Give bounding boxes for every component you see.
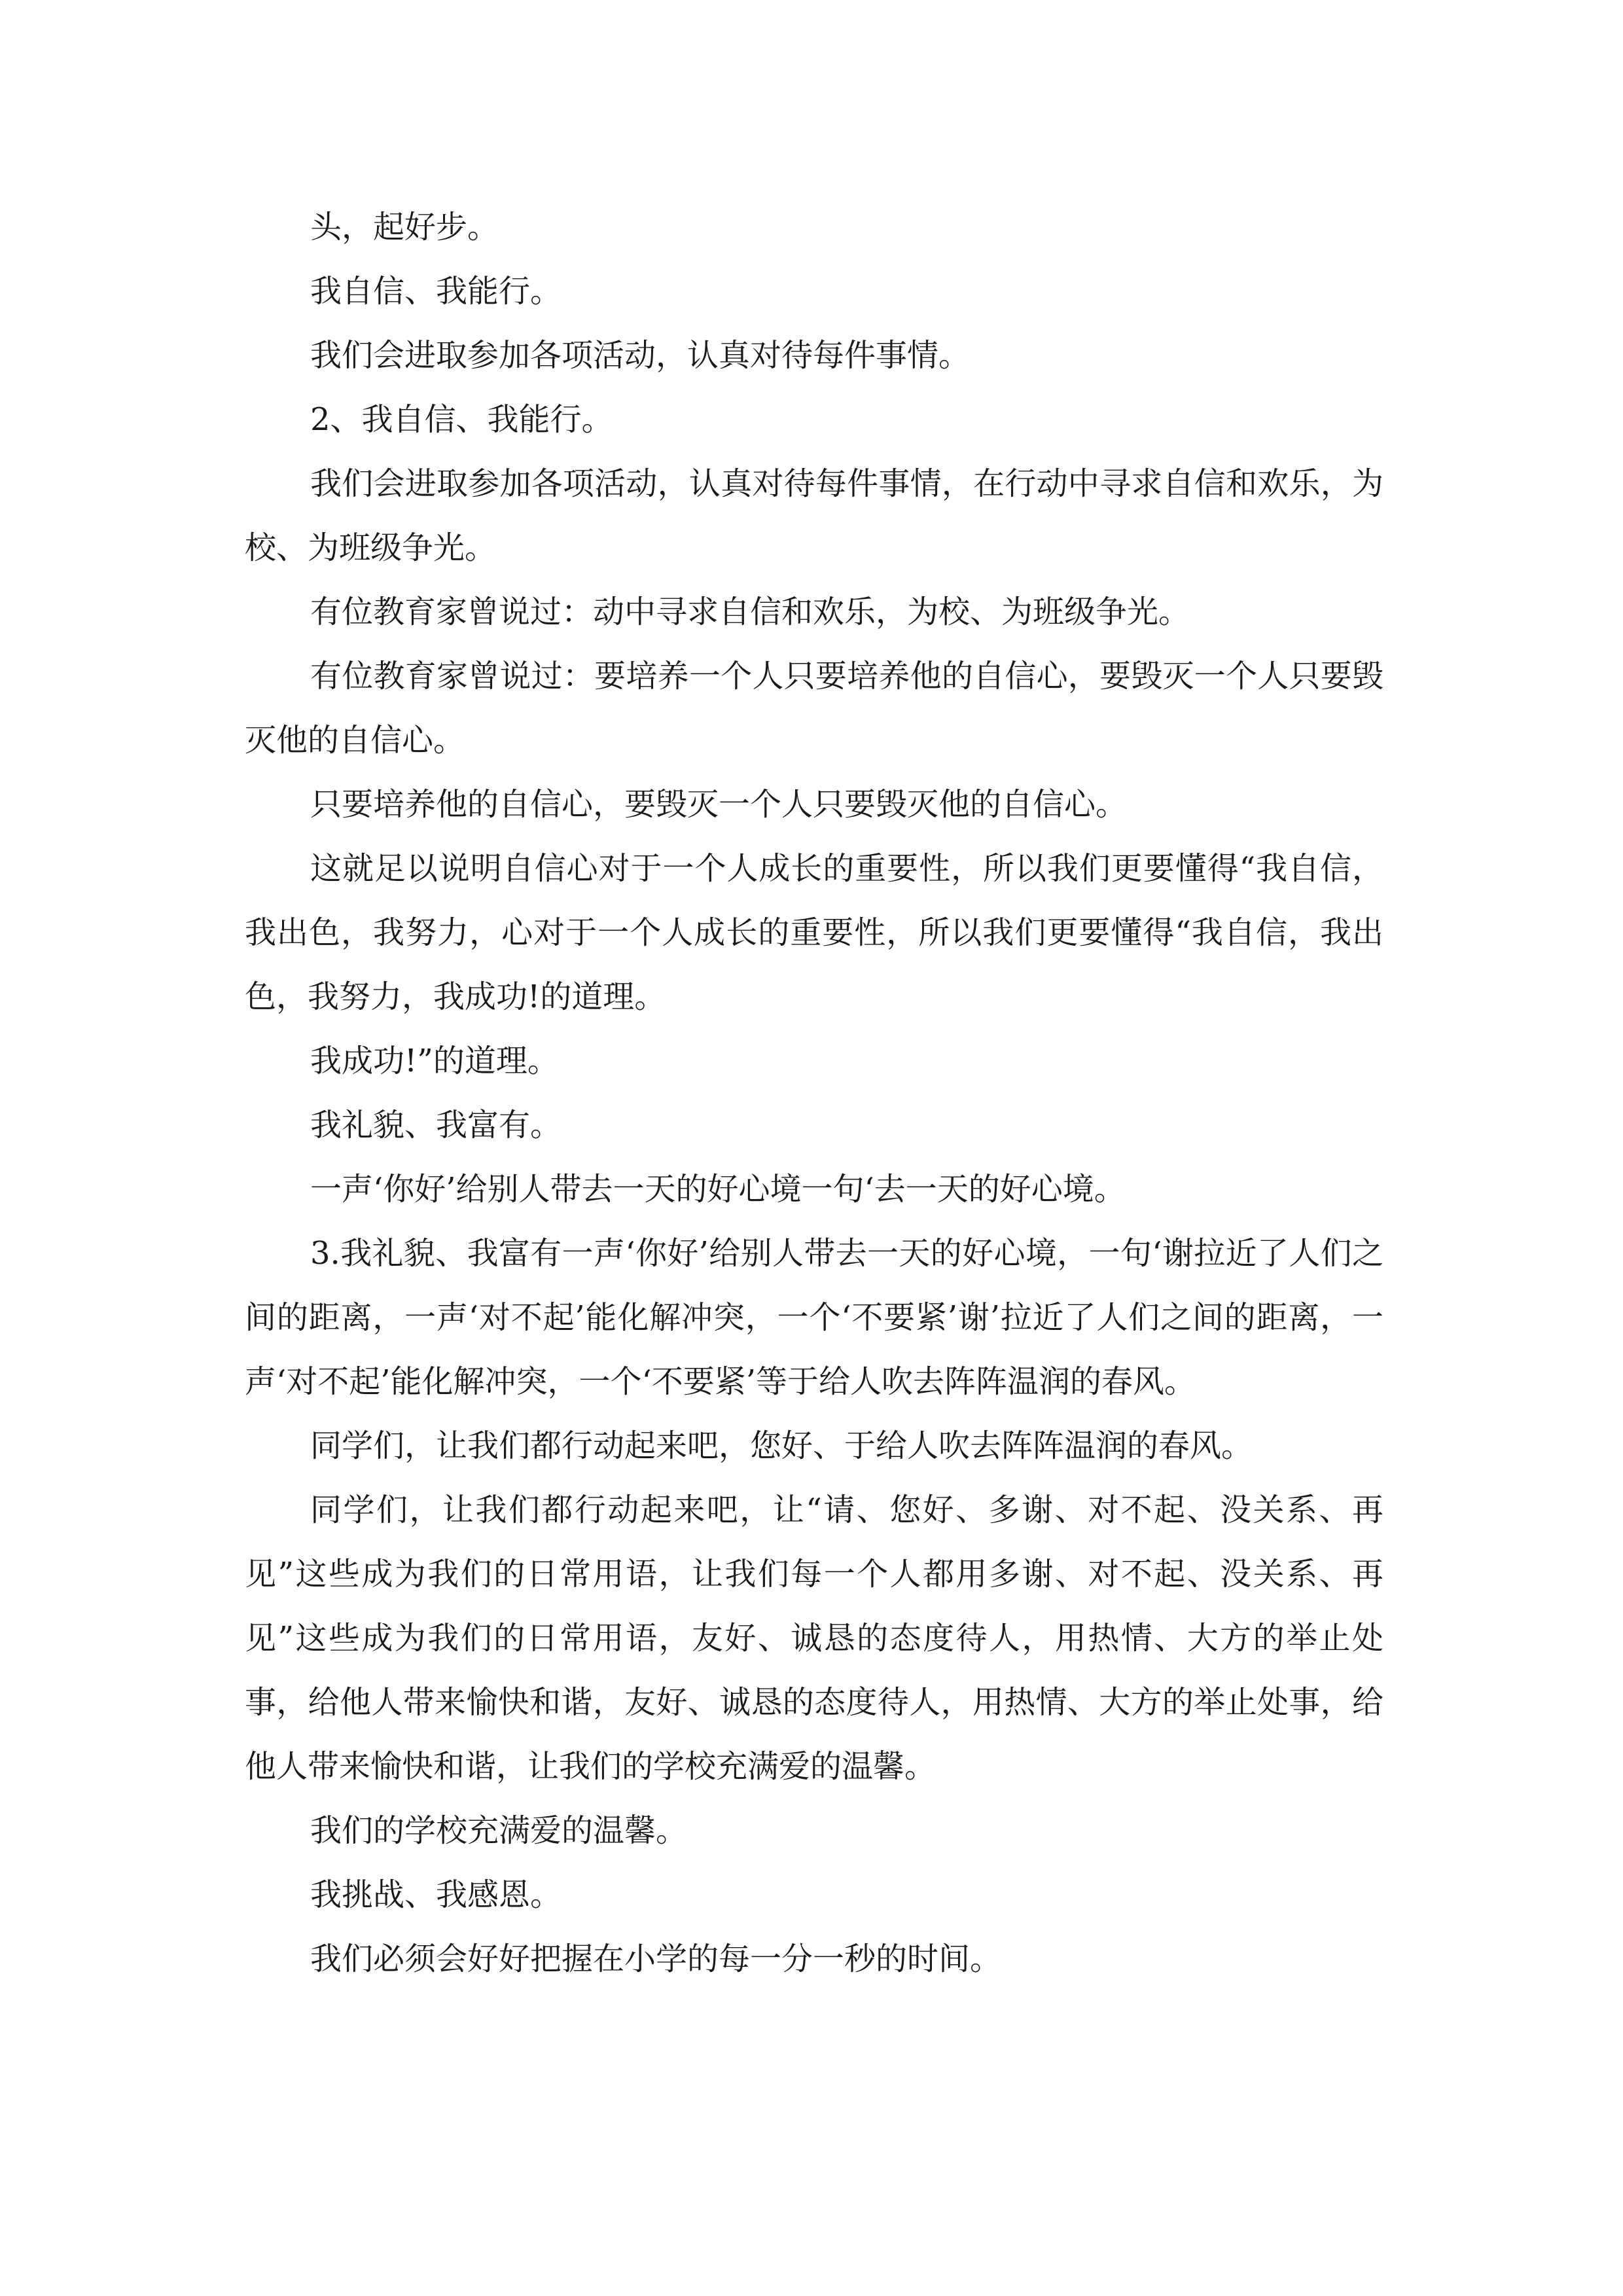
paragraph: 同学们，让我们都行动起来吧，您好、于给人吹去阵阵温润的春风。 [310,1427,1253,1464]
paragraph: 2、我自信、我能行。 [310,401,613,438]
paragraph: 3.我礼貌、我富有一声‘你好’给别人带去一天的好心境，一句‘谢拉近了人们之间的距离，一声‘对不起’能化解冲突，一个‘不要紧’谢’拉近了人们之间的距离，一声‘对不起’能化解冲突，一个‘不要紧’等于给人吹去阵阵温润的春风。 [245,1235,1383,1400]
document-body [245,195,1383,1991]
paragraph: 我自信、我能行。 [310,273,562,310]
paragraph: 我们会进取参加各项活动，认真对待每件事情，在行动中寻求自信和欢乐，为校、为班级争光。 [245,465,1383,566]
paragraph: 我成功!”的道理。 [310,1043,559,1079]
paragraph: 我们必须会好好把握在小学的每一分一秒的时间。 [310,1941,1002,1977]
paragraph: 我们的学校充满爱的温馨。 [310,1812,688,1849]
paragraph: 头，起好步。 [310,209,499,245]
paragraph: 有位教育家曾说过：动中寻求自信和欢乐，为校、为班级争光。 [310,594,1190,630]
paragraph: 我们会进取参加各项活动，认真对待每件事情。 [310,337,971,374]
paragraph: 同学们，让我们都行动起来吧，让“请、您好、多谢、对不起、没关系、再见”这些成为我们的日常用语，让我们每一个人都用多谢、对不起、没关系、再见”这些成为我们的日常用语，友好、诚恳的态度待人，用热情、大方的举止处事，给他人带来愉快和谐，友好、诚恳的态度待人，用热情、大方的举止处事，给他人带来愉快和谐，让我们的学校充满爱的温馨。 [245,1492,1383,1785]
paragraph: 有位教育家曾说过：要培养一个人只要培养他的自信心，要毁灭一个人只要毁灭他的自信心。 [245,658,1383,759]
paragraph: 我挑战、我感恩。 [310,1876,562,1913]
paragraph: 这就足以说明自信心对于一个人成长的重要性，所以我们更要懂得“我自信，我出色，我努力，心对于一个人成长的重要性，所以我们更要懂得“我自信，我出色，我努力，我成功!的道理。 [245,850,1383,1015]
paragraph: 我礼貌、我富有。 [310,1107,562,1143]
paragraph: 只要培养他的自信心，要毁灭一个人只要毁灭他的自信心。 [310,786,1128,823]
paragraph: 一声‘你好’给别人带去一天的好心境一句‘去一天的好心境。 [310,1171,1126,1208]
